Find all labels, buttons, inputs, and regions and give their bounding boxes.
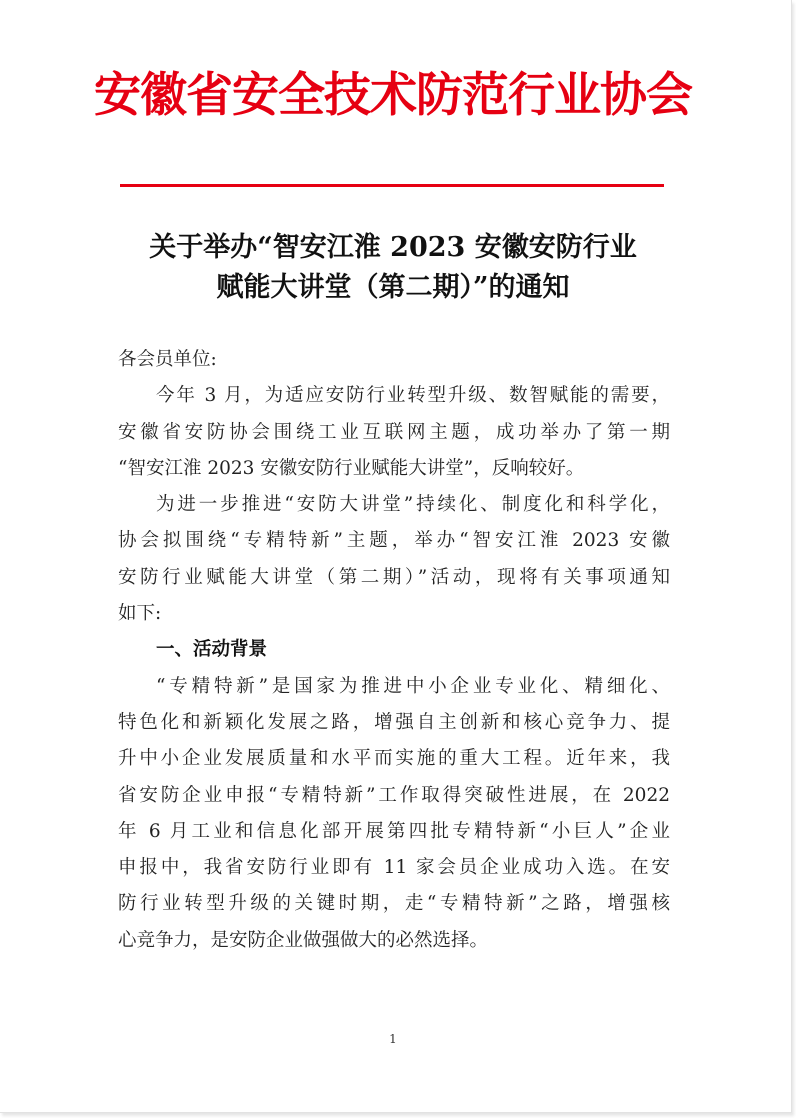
paragraph-3-line: 心竞争力，是安防企业做强做大的必然选择。: [118, 929, 489, 951]
salutation: 各会员单位:: [118, 349, 217, 370]
notice-title-line-1: 关于举办“智安江淮 2023 安徽安防行业: [149, 232, 637, 263]
notice-title: [0, 228, 786, 308]
organization-letterhead: 安徽省安全技术防范行业协会: [94, 68, 692, 123]
paragraph-3-line: 特色化和新颖化发展之路，增强自主创新和核心竞争力、提: [118, 711, 670, 733]
paragraph-1-line: 今年 3 月，为适应安防行业转型升级、数智赋能的需要，: [156, 385, 670, 407]
paragraph-2-line: 安防行业赋能大讲堂（第二期）”活动，现将有关事项通知: [118, 566, 670, 588]
paragraph-3-line: 年 6 月工业和信息化部开展第四批专精特新“小巨人”企业: [118, 820, 670, 842]
paragraph-2-line: 如下:: [118, 603, 162, 625]
notice-body: [118, 342, 670, 959]
paragraph-3-line: 申报中，我省安防行业即有 11 家会员企业成功入选。在安: [118, 857, 670, 879]
paragraph-3-line: 防行业转型升级的关键时期，走“专精特新”之路，增强核: [118, 893, 670, 915]
paragraph-3-line: 省安防企业申报“专精特新”工作取得突破性进展，在 2022: [118, 784, 670, 806]
paragraph-3-line: 升中小企业发展质量和水平而实施的重大工程。近年来，我: [118, 748, 670, 770]
letterhead-divider: [120, 184, 664, 187]
page-number: 1: [389, 1032, 397, 1046]
paragraph-2-line: 为进一步推进“安防大讲堂”持续化、制度化和科学化，: [156, 494, 670, 516]
section-heading-background: 一、活动背景: [156, 639, 268, 661]
paragraph-1-line: 安徽省安防协会围绕工业互联网主题，成功举办了第一期: [118, 421, 670, 443]
paragraph-2-line: 协会拟围绕“专精特新”主题，举办“智安江淮 2023 安徽: [118, 530, 670, 552]
paragraph-1-line: “智安江淮 2023 安徽安防行业赋能大讲堂”，反响较好。: [118, 457, 585, 479]
notice-title-line-2: 赋能大讲堂（第二期）”的通知: [216, 272, 570, 303]
paragraph-3-line: “专精特新”是国家为推进中小企业专业化、精细化、: [156, 675, 670, 697]
